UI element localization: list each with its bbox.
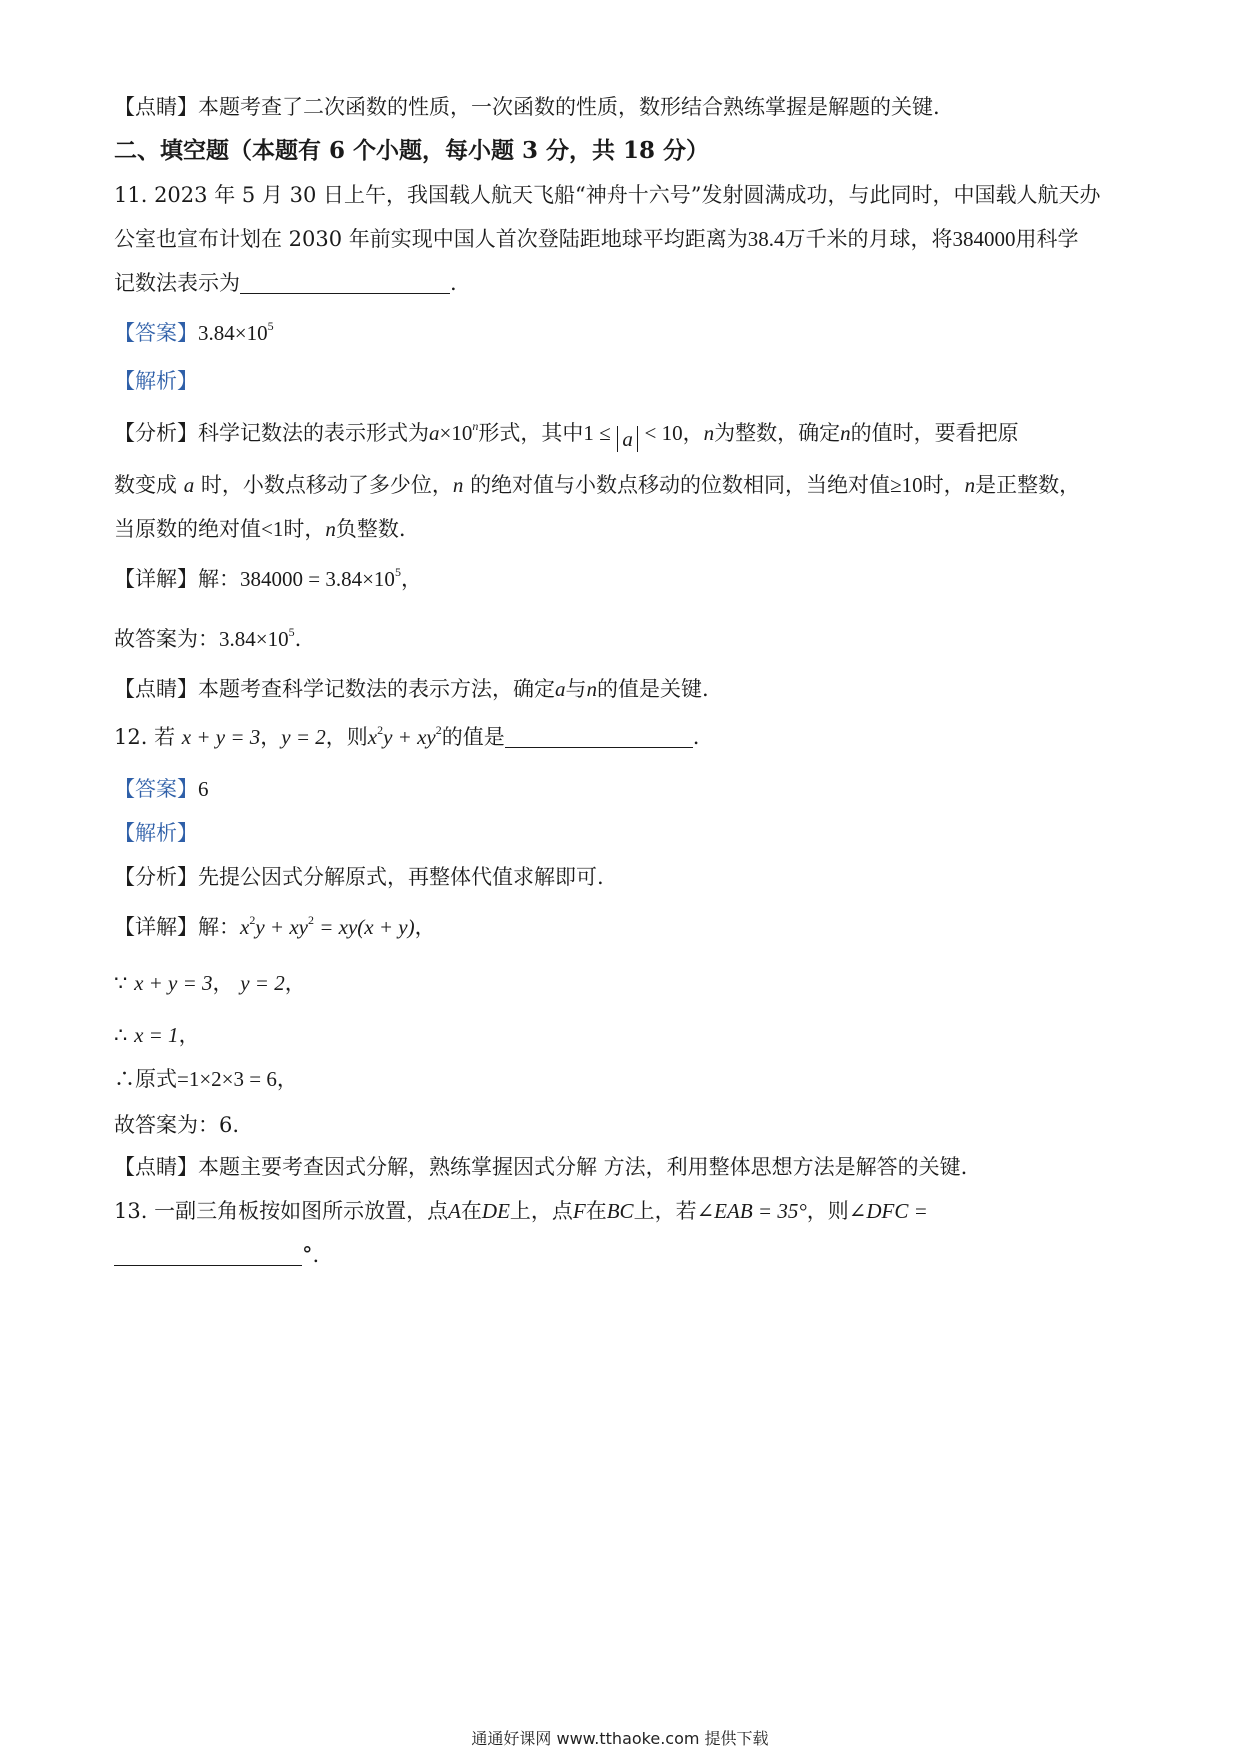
q12-therefore-line1 <box>114 1020 200 1050</box>
because-symbol: ∵ <box>114 971 128 995</box>
math-n: n <box>964 473 976 497</box>
math-a: a <box>183 473 195 497</box>
q12-original-label: 原式 <box>135 1067 177 1091</box>
q12-stem-text: 的值是 <box>441 725 505 749</box>
q12-eq2: y = 2 <box>281 725 326 749</box>
q11-fenxi-text: 为整数，确定 <box>714 421 841 445</box>
punct: . <box>294 627 302 651</box>
q12-fenxi-line: 【分析】先提公因式分解原式，再整体代值求解即可. <box>114 865 604 889</box>
q13-stem-line1 <box>114 1196 928 1226</box>
q11-dianjing-line <box>114 674 709 704</box>
math-n: n <box>452 473 464 497</box>
punct: ， <box>178 1023 200 1047</box>
punct: ， <box>260 725 282 749</box>
q11-stem-text: 万千米的月球，将 <box>784 227 953 251</box>
math-n-exp: n <box>472 419 479 433</box>
q12-detail-factored: = xy(x + y) <box>313 915 415 939</box>
q13-answer-blank <box>114 1243 302 1266</box>
math-n: n <box>840 421 851 445</box>
q12-stem-line <box>114 722 699 752</box>
q12-eq1: x + y = 3 <box>134 971 213 995</box>
q11-fenxi-line2 <box>114 470 1080 500</box>
q11-fenxi-text: 负整数. <box>335 517 406 541</box>
q11-distance-value: 38.4 <box>747 227 785 251</box>
q12-stem-text: 12. 若 <box>114 725 176 749</box>
q11-dianjing-text: 的值是关键. <box>597 677 709 701</box>
q11-answer-line <box>114 318 274 348</box>
q12-x-value: x = 1 <box>134 1023 179 1047</box>
q11-fenxi-text: 形式，其中 <box>478 421 584 445</box>
math-exp: 2 <box>377 723 384 737</box>
q12-eq2: y = 2 <box>240 971 285 995</box>
therefore-symbol: ∴ <box>114 1023 128 1047</box>
punct: ， <box>682 421 704 445</box>
math-angle-eab: ∠EAB = 35° <box>696 1199 807 1223</box>
math-angle-dfc: ∠DFC = <box>848 1199 928 1223</box>
q12-stem-text: ，则 <box>325 725 368 749</box>
answer-tag: 【答案】 <box>114 777 198 801</box>
q11-dianjing-text: 【点睛】本题考查科学记数法的表示方法，确定 <box>114 677 555 701</box>
q12-expression: y + xy <box>383 725 436 749</box>
q11-final-value: 3.84×10 <box>219 627 289 651</box>
math-ineq-right: < 10 <box>644 421 683 445</box>
math-point-a: A <box>448 1199 461 1223</box>
q11-fenxi-text: 的值时，要看把原 <box>850 421 1019 445</box>
math-exp: 2 <box>307 913 314 927</box>
q12-analysis-tag: 【解析】 <box>114 821 198 845</box>
q11-answer: 3.84×10 <box>198 321 268 345</box>
q11-detail-equation: 384000 = 3.84×10 <box>240 567 395 591</box>
math-exp: 2 <box>249 913 256 927</box>
q11-detail-exp: 5 <box>394 565 401 579</box>
q12-answer-blank <box>505 725 693 748</box>
q11-fenxi-text: 是正整数， <box>975 473 1081 497</box>
answer-tag: 【答案】 <box>114 321 198 345</box>
q13-stem-text: 在 <box>460 1199 482 1223</box>
page-footer: 通通好课网 www.tthaoke.com 提供下载 <box>471 1729 769 1748</box>
q12-because-line <box>114 968 306 998</box>
q11-fenxi-line3 <box>114 514 406 544</box>
punct: ， <box>276 1067 298 1091</box>
q11-final-label: 故答案为： <box>114 627 219 651</box>
q11-detail-line <box>114 564 422 594</box>
math-x: x <box>367 725 378 749</box>
q13-stem-text: 13. 一副三角板按如图所示放置，点 <box>114 1199 449 1223</box>
q13-stem-line2 <box>114 1240 319 1270</box>
q11-dianjing-text: 与 <box>565 677 587 701</box>
q11-fenxi-text: 的绝对值与小数点移动的位数相同，当绝对值 <box>470 473 891 497</box>
q11-final-line <box>114 624 301 654</box>
degree-symbol: °. <box>302 1243 320 1267</box>
math-segment-de: DE <box>481 1199 510 1223</box>
math-a: a <box>429 421 440 445</box>
punct: ， <box>414 915 436 939</box>
q11-fenxi-text: 【分析】科学记数法的表示形式为 <box>114 421 429 445</box>
q11-stem-text: . <box>450 271 457 295</box>
punct: ， <box>284 971 306 995</box>
q12-answer-line <box>114 774 209 804</box>
q11-stem-text: 公室也宣布计划在 2030 年前实现中国人首次登陆距地球平均距离为 <box>114 227 748 251</box>
math-ge-ten: ≥10 <box>890 473 923 497</box>
dianjing-line-q10: 【点睛】本题考查了二次函数的性质，一次函数的性质，数形结合熟练掌握是解题的关键. <box>114 95 940 119</box>
math-abs-a: a <box>617 426 638 452</box>
math-n: n <box>325 517 336 541</box>
q11-stem-line2 <box>114 224 1079 254</box>
q12-detail-line <box>114 912 436 942</box>
q12-detail-label: 【详解】解： <box>114 915 240 939</box>
q12-final-line: 故答案为：6. <box>114 1113 240 1137</box>
punct: ， <box>400 567 422 591</box>
q11-answer-blank <box>240 271 450 294</box>
q13-stem-text: 在 <box>585 1199 607 1223</box>
q12-detail-expression: y + xy <box>255 915 308 939</box>
q11-final-exp: 5 <box>288 625 295 639</box>
math-times-ten: ×10 <box>439 421 473 445</box>
math-n: n <box>703 421 715 445</box>
q11-detail-label: 【详解】解： <box>114 567 240 591</box>
q13-stem-text: ，则 <box>806 1199 849 1223</box>
math-point-f: F <box>572 1199 586 1223</box>
q12-dianjing-line: 【点睛】本题主要考查因式分解，熟练掌握因式分解 方法，利用整体思想方法是解答的关键. <box>114 1155 968 1179</box>
q11-fenxi-line1 <box>114 418 1019 452</box>
q11-stem-text: 用科学 <box>1015 227 1079 251</box>
q11-fenxi-text: 时， <box>922 473 965 497</box>
q11-fenxi-text: 时， <box>283 517 326 541</box>
section-heading: 二、填空题（本题有 6 个小题，每小题 3 分，共 18 分） <box>114 137 710 164</box>
math-lt-one: <1 <box>261 517 284 541</box>
q11-stem-text: 记数法表示为 <box>114 271 240 295</box>
q12-therefore-line2 <box>114 1064 298 1094</box>
q11-analysis-tag: 【解析】 <box>114 369 198 393</box>
q12-result-equation: =1×2×3 = 6 <box>177 1067 277 1091</box>
q11-fenxi-text: 时，小数点移动了多少位， <box>200 473 453 497</box>
math-exp: 2 <box>435 723 442 737</box>
punct: ， <box>212 971 234 995</box>
math-segment-bc: BC <box>606 1199 634 1223</box>
q13-stem-text: 上，若 <box>633 1199 697 1223</box>
q12-eq1: x + y = 3 <box>181 725 261 749</box>
math-n: n <box>586 677 597 701</box>
math-x: x <box>240 915 250 939</box>
q12-answer: 6 <box>198 777 209 801</box>
math-a: a <box>555 677 566 701</box>
q13-stem-text: 上，点 <box>509 1199 573 1223</box>
math-ineq-left: 1 ≤ <box>583 421 611 445</box>
q11-number: 384000 <box>952 227 1016 251</box>
therefore-symbol: ∴ <box>114 1067 135 1091</box>
q11-fenxi-text: 当原数的绝对值 <box>114 517 261 541</box>
q11-stem-line3 <box>114 268 457 298</box>
q11-stem-line1: 11. 2023 年 5 月 30 日上午，我国载人航天飞船“神舟十六号”发射圆满成功，与此同时，中国载人航天办 <box>114 183 1101 207</box>
punct: . <box>692 725 700 749</box>
q11-answer-exp: 5 <box>267 319 274 333</box>
q11-fenxi-text: 数变成 <box>114 473 177 497</box>
